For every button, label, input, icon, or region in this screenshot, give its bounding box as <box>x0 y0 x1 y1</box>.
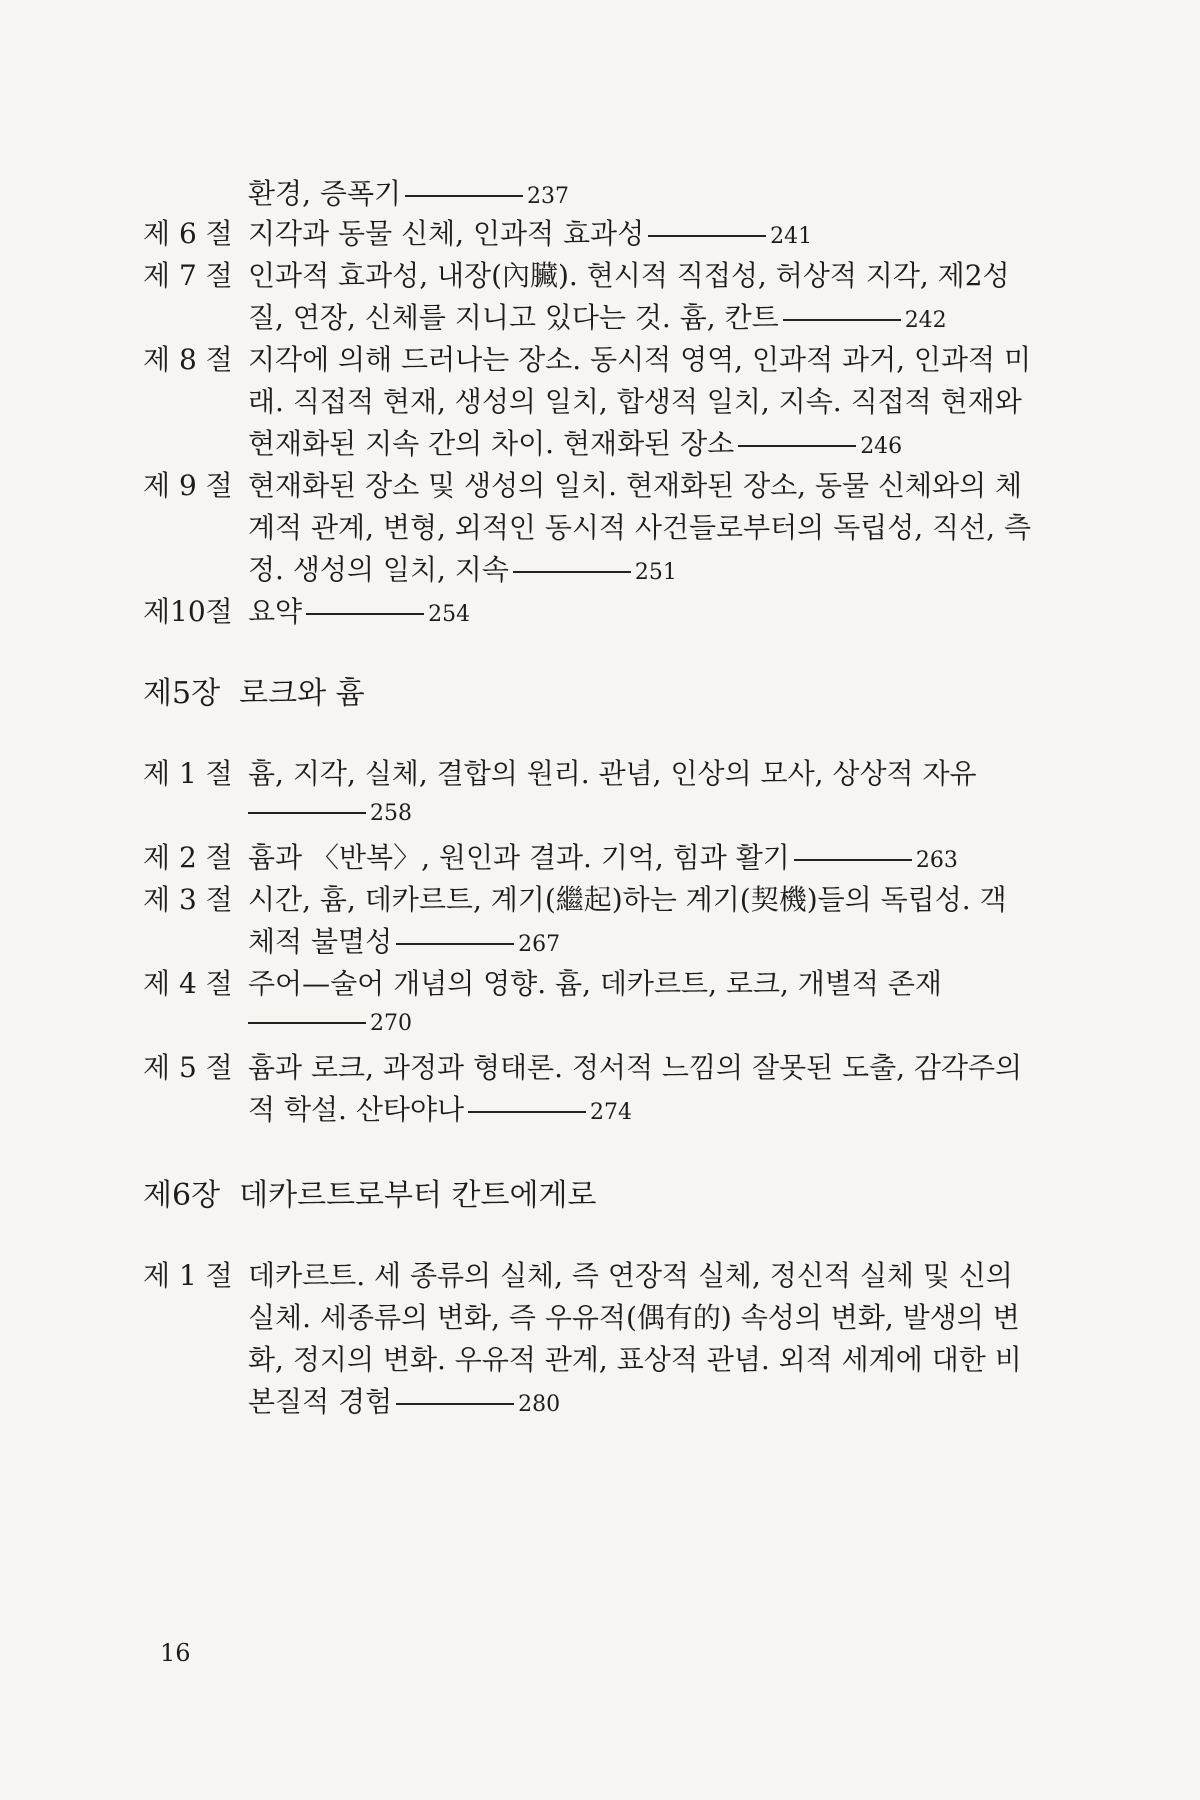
toc-entry-text: 지각에 의해 드러나는 장소. 동시적 영역, 인과적 과거, 인과적 미 <box>248 343 1032 376</box>
toc-entry-text: 현재화된 지속 간의 차이. 현재화된 장소 246 <box>248 427 903 460</box>
toc-entry-text: 정. 생성의 일치, 지속 251 <box>248 553 677 586</box>
toc-entry-text: 질, 연장, 신체를 지니고 있다는 것. 흄, 칸트 242 <box>248 301 947 334</box>
section-label: 제 8 절 <box>143 343 233 376</box>
toc-entry-text: 본질적 경험 280 <box>248 1385 561 1418</box>
toc-entry-text: 인과적 효과성, 내장(內臟). 현시적 직접성, 허상적 지각, 제2성 <box>248 259 1010 292</box>
toc-entry-text: 270 <box>248 1004 412 1037</box>
section-label: 제10절 <box>143 595 233 628</box>
toc-entry-text: 데카르트. 세 종류의 실체, 즉 연장적 실체, 정신적 실체 및 신의 <box>248 1259 1013 1292</box>
toc-entry-text: 흄, 지각, 실체, 결합의 원리. 관념, 인상의 모사, 상상적 자유 <box>248 757 977 790</box>
section-label: 제 7 절 <box>143 259 233 292</box>
toc-entry-text: 258 <box>248 794 412 827</box>
toc-entry-text: 요약 254 <box>248 595 471 628</box>
toc-entry-text: 화, 정지의 변화. 우유적 관계, 표상적 관념. 외적 세계에 대한 비 <box>248 1343 1022 1376</box>
section-label: 제 1 절 <box>143 757 233 790</box>
toc-entry-text: 체적 불멸성 267 <box>248 925 561 958</box>
page-number: 16 <box>160 1639 191 1667</box>
section-label: 제 6 절 <box>143 217 233 250</box>
toc-entry-text: 지각과 동물 신체, 인과적 효과성 241 <box>248 217 813 250</box>
section-label: 제 4 절 <box>143 967 233 1000</box>
chapter-heading: 제5장 로크와 흄 <box>143 676 365 711</box>
toc-entry-text: 래. 직접적 현재, 생성의 일치, 합생적 일치, 지속. 직접적 현재와 <box>248 385 1022 418</box>
toc-entry-text: 시간, 흄, 데카르트, 계기(繼起)하는 계기(契機)들의 독립성. 객 <box>248 883 1007 916</box>
section-label: 제 9 절 <box>143 469 233 502</box>
toc-entry-text: 적 학설. 산타야나 274 <box>248 1093 633 1126</box>
section-label: 제 3 절 <box>143 883 233 916</box>
toc-entry-text: 흄과 로크, 과정과 형태론. 정서적 느낌의 잘못된 도출, 감각주의 <box>248 1051 1023 1084</box>
toc-entry-text: 계적 관계, 변형, 외적인 동시적 사건들로부터의 독립성, 직선, 측 <box>248 511 1032 544</box>
section-label: 제 1 절 <box>143 1259 233 1292</box>
toc-entry-text: 흄과 〈반복〉, 원인과 결과. 기억, 힘과 활기 263 <box>248 841 958 874</box>
section-label: 제 2 절 <box>143 841 233 874</box>
toc-entry-text: 환경, 증폭기 237 <box>248 177 570 210</box>
section-label: 제 5 절 <box>143 1051 233 1084</box>
toc-entry-text: 실체. 세종류의 변화, 즉 우유적(偶有的) 속성의 변화, 발생의 변 <box>248 1301 1020 1334</box>
toc-entry-text: 주어—술어 개념의 영향. 흄, 데카르트, 로크, 개별적 존재 <box>248 967 942 1000</box>
toc-entry-text: 현재화된 장소 및 생성의 일치. 현재화된 장소, 동물 신체와의 체 <box>248 469 1023 502</box>
chapter-heading: 제6장 데카르트로부터 칸트에게로 <box>143 1178 597 1213</box>
